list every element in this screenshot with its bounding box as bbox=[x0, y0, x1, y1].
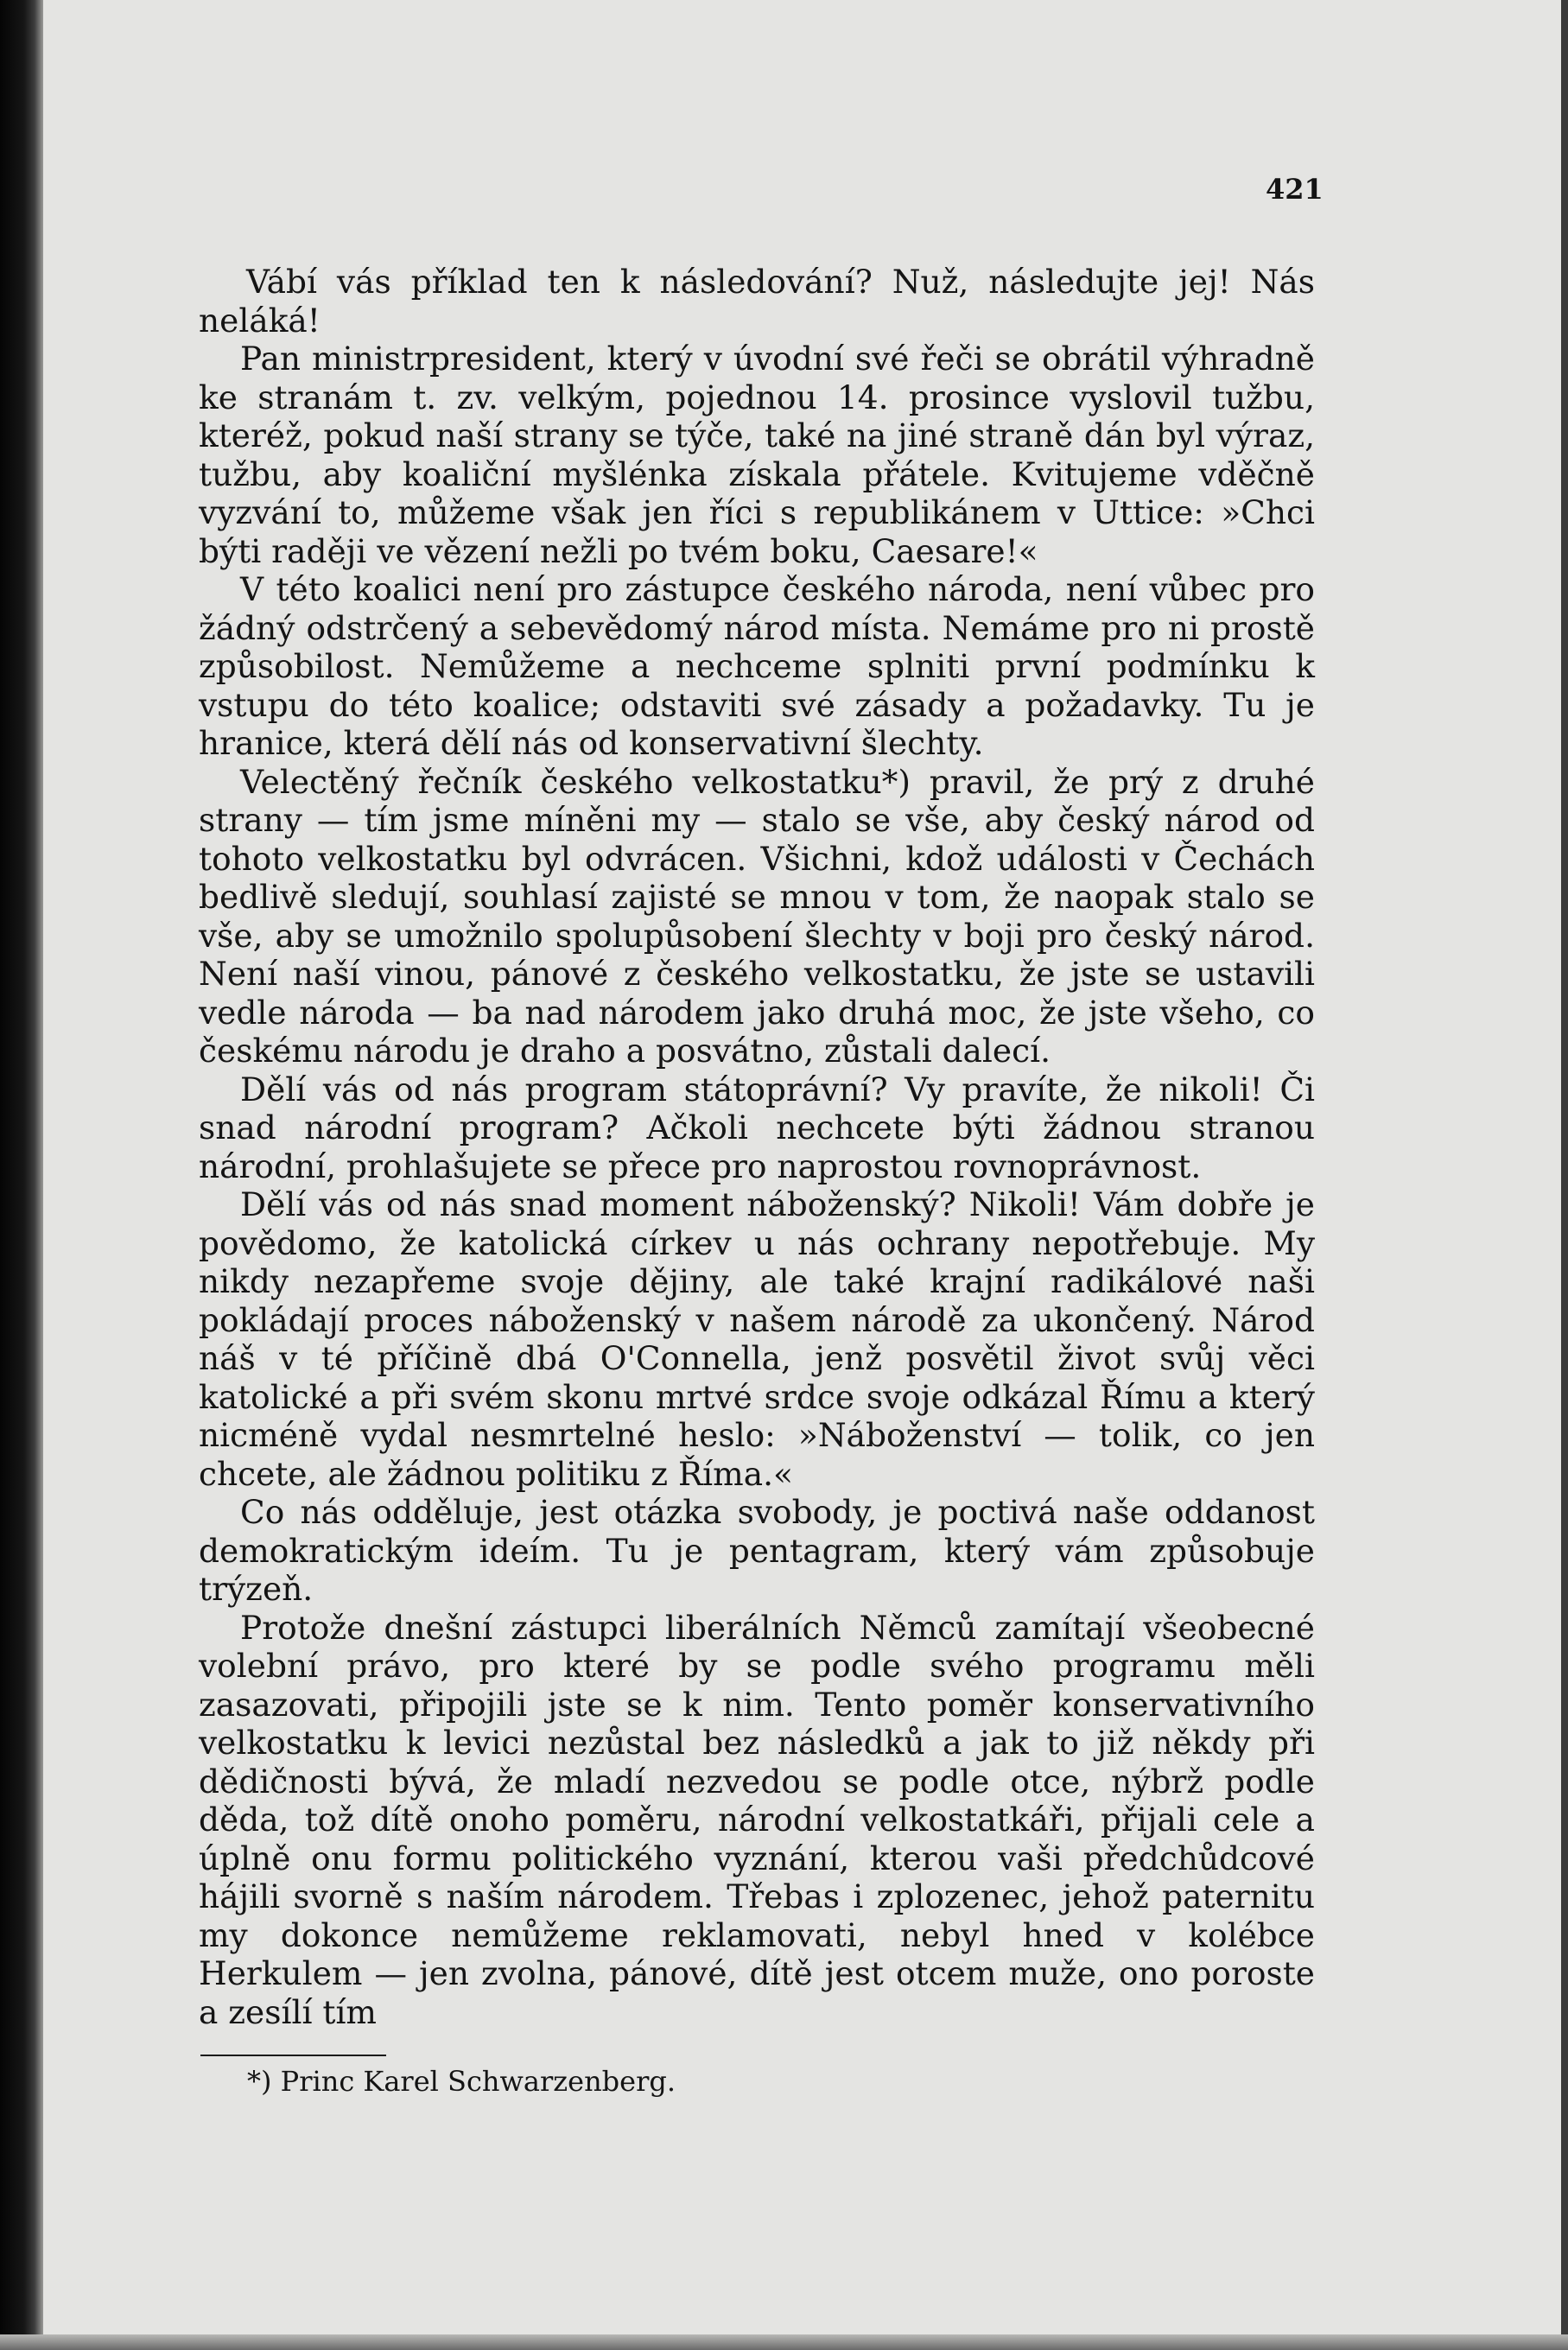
paragraph: Dělí vás od nás program státoprávní? Vy pravíte, že nikoli! Či snad národní program? Ačkoli nechcete býti žádnou stranou národní, prohlašujete se přece pro naprostou rovnoprávnost. bbox=[199, 1070, 1315, 1185]
paragraph: Dělí vás od nás snad moment náboženský? Nikoli! Vám dobře je povědomo, že katolická církev u nás ochrany nepotřebuje. My nikdy nezapřeme svoje dějiny, ale také krajní radikálové naši pokládají proces náboženský v našem národě za ukončený. Národ náš v té příčině dbá O'Connella, jenž posvětil život svůj věci katolické a při svém skonu mrtvé srdce svoje odkázal Římu a který nicméně vydal nesmrtelné heslo: »Náboženství — tolik, co jen chcete, ale žádnou politiku z Říma.« bbox=[199, 1185, 1315, 1493]
paragraph: Protože dnešní zástupci liberálních Němců zamítají všeobecné volební právo, pro které by se podle svého programu měli zasazovati, připojili jste se k nim. Tento poměr konservativního velkostatku k levici nezůstal bez následků a jak to již někdy při dědičnosti bývá, že mladí nezvedou se podle otce, nýbrž podle děda, tož dítě onoho poměru, národní velkostatkáři, přijali cele a úplně onu formu politického vyznání, kterou vaši předchůdcové hájili svorně s naším národem. Třebas i zplozenec, jehož paternitu my dokonce nemůžeme reklamovati, nebyl hned v kolébce Herkulem — jen zvolna, pánové, dítě jest otcem muže, ono poroste a zesílí tím bbox=[199, 1608, 1315, 2031]
body-text bbox=[199, 263, 1315, 2031]
paragraph: Co nás odděluje, jest otázka svobody, je poctivá naše oddanost demokratickým ideím. Tu je pentagram, který vám způsobuje trýzeň. bbox=[199, 1493, 1315, 1608]
scan-edge-right bbox=[1561, 0, 1568, 2350]
footnote-divider bbox=[200, 2055, 386, 2056]
scan-edge-bottom bbox=[0, 2334, 1568, 2350]
paragraph: V této koalici není pro zástupce českého národa, není vůbec pro žádný odstrčený a sebevědomý národ místa. Nemáme pro ni prostě způsobilost. Nemůžeme a nechceme splniti první podmínku k vstupu do této koalice; odstaviti své zásady a požadavky. Tu je hranice, která dělí nás od konservativní šlechty. bbox=[199, 570, 1315, 762]
footnote: *) Princ Karel Schwarzenberg. bbox=[247, 2065, 676, 2098]
scan-edge-left bbox=[0, 0, 43, 2350]
paragraph: Vábí vás příklad ten k následování? Nuž, následujte jej! Nás neláká! bbox=[199, 263, 1315, 340]
paragraph: Velectěný řečník českého velkostatku*) pravil, že prý z druhé strany — tím jsme míněni my — stalo se vše, aby český národ od tohoto velkostatku byl odvrácen. Všichni, kdož události v Čechách bedlivě sledují, souhlasí zajisté se mnou v tom, že naopak stalo se vše, aby se umožnilo spolupůsobení šlechty v boji pro český národ. Není naší vinou, pánové z českého velkostatku, že jste se ustavili vedle národa — ba nad národem jako druhá moc, že jste všeho, co českému národu je draho a posvátno, zůstali dalecí. bbox=[199, 762, 1315, 1070]
page-number: 421 bbox=[1266, 173, 1324, 206]
paragraph: Pan ministrpresident, který v úvodní své řeči se obrátil výhradně ke stranám t. zv. velkým, pojednou 14. prosince vyslovil tužbu, kteréž, pokud naší strany se týče, také na jiné straně dán byl výraz, tužbu, aby koaliční myšlénka získala přátele. Kvitujeme vděčně vyzvání to, můžeme však jen říci s republikánem v Uttice: »Chci býti raději ve vězení nežli po tvém boku, Caesare!« bbox=[199, 340, 1315, 570]
